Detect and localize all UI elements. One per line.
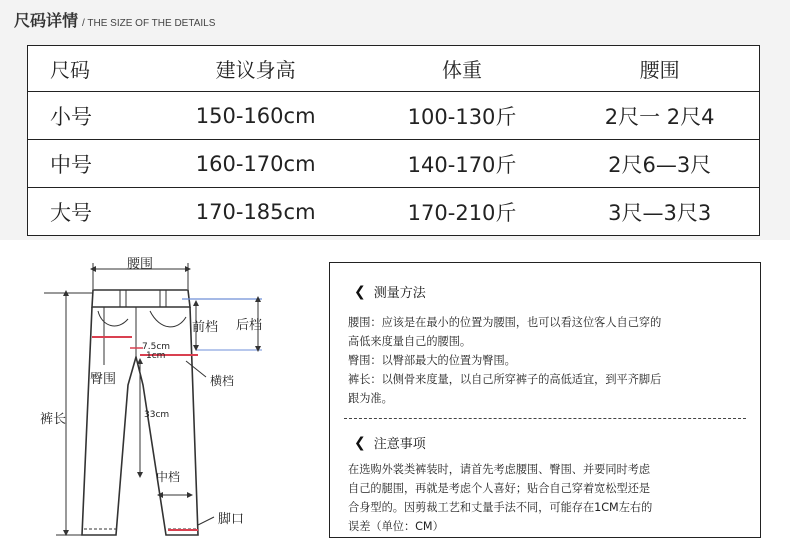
table-cell-height: 170-185cm [148,188,364,236]
measure-title: 测量方法 [373,286,426,301]
chevron-left-icon: ❮ [354,434,366,450]
table-row [28,140,760,188]
text-line: 误差（单位：CM） [348,520,444,533]
thigh-label: 横档 [210,374,235,388]
text-line: 合身型的。因剪裁工艺和丈量手法不同，可能存在1CM左右的 [348,501,653,514]
section-header [14,8,215,31]
dim-33-label: 33cm [144,410,170,420]
table-row [28,92,760,140]
hem-label: 脚口 [218,512,245,527]
dashed-divider [344,418,746,419]
hem-leader [198,517,214,525]
table-cell-size: 大号 [28,188,148,236]
notice-title: 注意事项 [373,437,426,452]
column-header: 建议身高 [148,46,364,92]
measure-text [348,313,742,408]
section-title-en: / THE SIZE OF THE DETAILS [82,18,216,29]
notice-section-header [354,433,742,452]
dim-7-5-label: 7.5cm [142,342,171,352]
text-line: 跟为准。 [348,392,393,405]
table-cell-weight: 170-210斤 [364,188,560,236]
dim-1-label: 1cm [146,351,166,361]
hip-label: 臀围 [90,372,117,387]
column-header: 体重 [364,46,560,92]
table-cell-size: 中号 [28,140,148,188]
notice-text [348,460,742,536]
pants-measurement-diagram [0,245,300,555]
info-box [329,262,761,538]
table-cell-weight: 140-170斤 [364,140,560,188]
mid-label: 中档 [156,470,181,484]
back-rise-label: 后档 [236,318,263,333]
column-header: 尺码 [28,46,148,92]
table-cell-waist: 3尺—3尺3 [560,188,759,236]
table-header-row [28,46,760,92]
column-header: 腰围 [560,46,759,92]
text-line: 裤长：以侧骨来度量，以自己所穿裤子的高低适宜，到平齐脚后 [348,373,662,386]
text-line: 腰围：应该是在最小的位置为腰围，也可以看这位客人自己穿的 [348,316,662,329]
table-cell-size: 小号 [28,92,148,140]
text-line: 臀围：以臀部最大的位置为臀围。 [348,354,516,367]
section-title-cn: 尺码详情 [14,11,79,30]
front-rise-label: 前档 [192,320,219,335]
text-line: 在选购外裳类裤装时，请首先考虑腰围、臀围、并要同时考虑 [348,463,651,476]
table-cell-height: 160-170cm [148,140,364,188]
table-cell-height: 150-160cm [148,92,364,140]
thigh-leader [186,361,206,377]
table-cell-weight: 100-130斤 [364,92,560,140]
text-line: 高低来度量自己的腰围。 [348,335,472,348]
length-label: 裤长 [40,412,67,427]
size-table [27,45,760,236]
text-line: 自己的腿围，再就是考虑个人喜好；贴合自己穿着宽松型还是 [348,482,651,495]
waist-label: 腰围 [126,257,154,272]
table-cell-waist: 2尺一 2尺4 [560,92,759,140]
table-row [28,188,760,236]
measure-section-header [354,282,742,301]
table-cell-waist: 2尺6—3尺 [560,140,759,188]
chevron-left-icon: ❮ [354,283,366,299]
